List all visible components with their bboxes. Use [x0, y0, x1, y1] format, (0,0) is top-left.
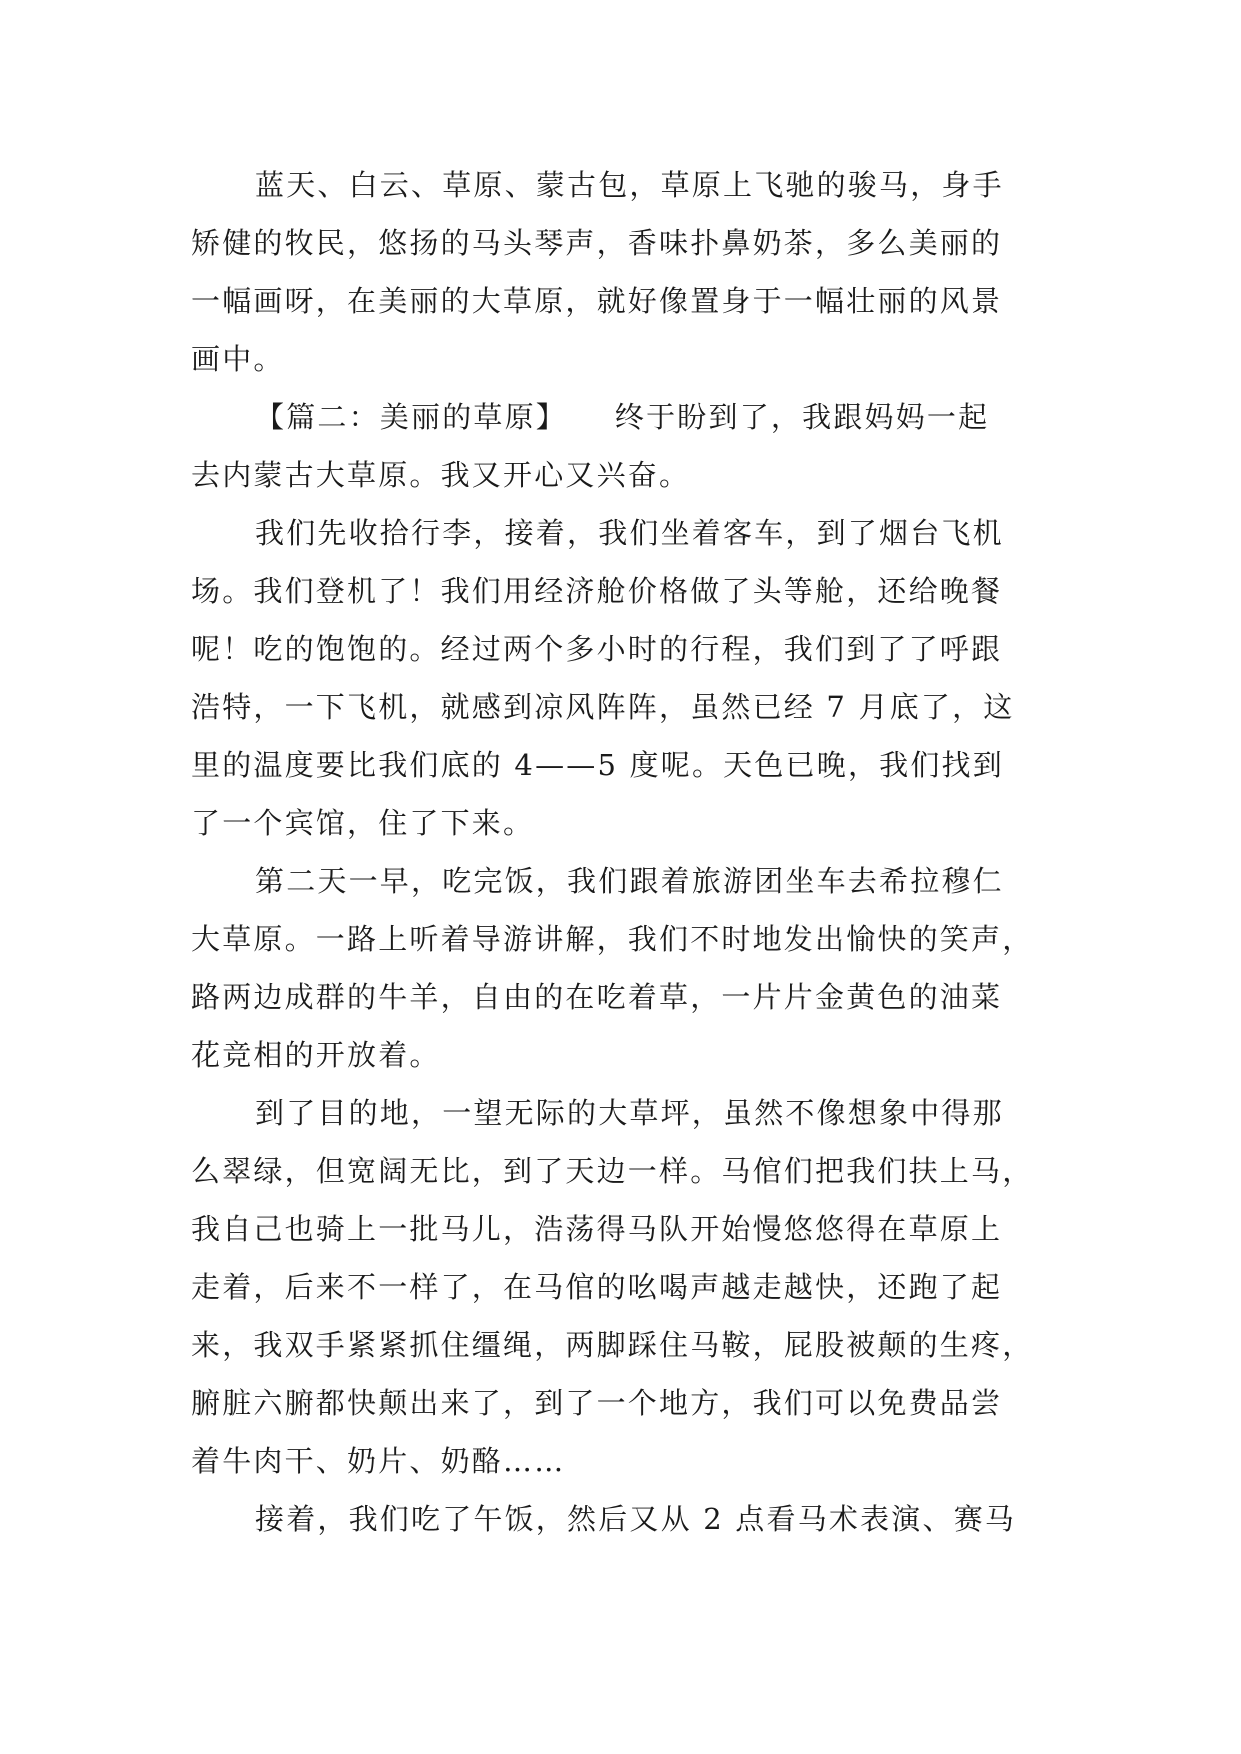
text-line: 我自己也骑上一批马儿，浩荡得马队开始慢悠悠得在草原上: [191, 1212, 1003, 1246]
text-line: 到了目的地，一望无际的大草坪，虽然不像想象中得那: [255, 1096, 1004, 1130]
text-line: 蓝天、白云、草原、蒙古包，草原上飞驰的骏马，身手: [255, 168, 1004, 202]
text-line: 么翠绿，但宽阔无比，到了天边一样。马倌们把我们扶上马，: [191, 1154, 1034, 1188]
text-line: 大草原。一路上听着导游讲解，我们不时地发出愉快的笑声，: [191, 922, 1034, 956]
text-line: 路两边成群的牛羊，自由的在吃着草，一片片金黄色的油菜: [191, 980, 1003, 1014]
text-line: 接着，我们吃了午饭，然后又从 2 点看马术表演、赛马: [255, 1502, 1017, 1536]
text-line: 腑脏六腑都快颠出来了，到了一个地方，我们可以免费品尝: [191, 1386, 1003, 1420]
text-line: 着牛肉干、奶片、奶酪……: [191, 1444, 566, 1478]
text-line: 第二天一早，吃完饭，我们跟着旅游团坐车去希拉穆仁: [255, 864, 1004, 898]
text-line: 去内蒙古大草原。我又开心又兴奋。: [191, 458, 691, 492]
text-line: 浩特，一下飞机，就感到凉风阵阵，虽然已经 7 月底了，这: [191, 690, 1015, 724]
text-line: 画中。: [191, 342, 285, 376]
text-line: 场。我们登机了！我们用经济舱价格做了头等舱，还给晚餐: [191, 574, 1003, 608]
text-line: 花竞相的开放着。: [191, 1038, 441, 1072]
text-line: 一幅画呀，在美丽的大草原，就好像置身于一幅壮丽的风景: [191, 284, 1003, 318]
document-body: [191, 156, 1053, 1548]
text-line: 走着，后来不一样了，在马倌的吆喝声越走越快，还跑了起: [191, 1270, 1003, 1304]
text-line: 我们先收拾行李，接着，我们坐着客车，到了烟台飞机: [255, 516, 1004, 550]
text-line: 矫健的牧民，悠扬的马头琴声，香味扑鼻奶茶，多么美丽的: [191, 226, 1003, 260]
text-line: 呢！吃的饱饱的。经过两个多小时的行程，我们到了了呼跟: [191, 632, 1003, 666]
text-line: 里的温度要比我们底的 4——5 度呢。天色已晚，我们找到: [191, 748, 1004, 782]
text-line: 了一个宾馆，住了下来。: [191, 806, 535, 840]
text-line: 来，我双手紧紧抓住缰绳，两脚踩住马鞍，屁股被颠的生疼，: [191, 1328, 1034, 1362]
section-heading-line: 【篇二：美丽的草原】 终于盼到了，我跟妈妈一起: [255, 400, 990, 434]
